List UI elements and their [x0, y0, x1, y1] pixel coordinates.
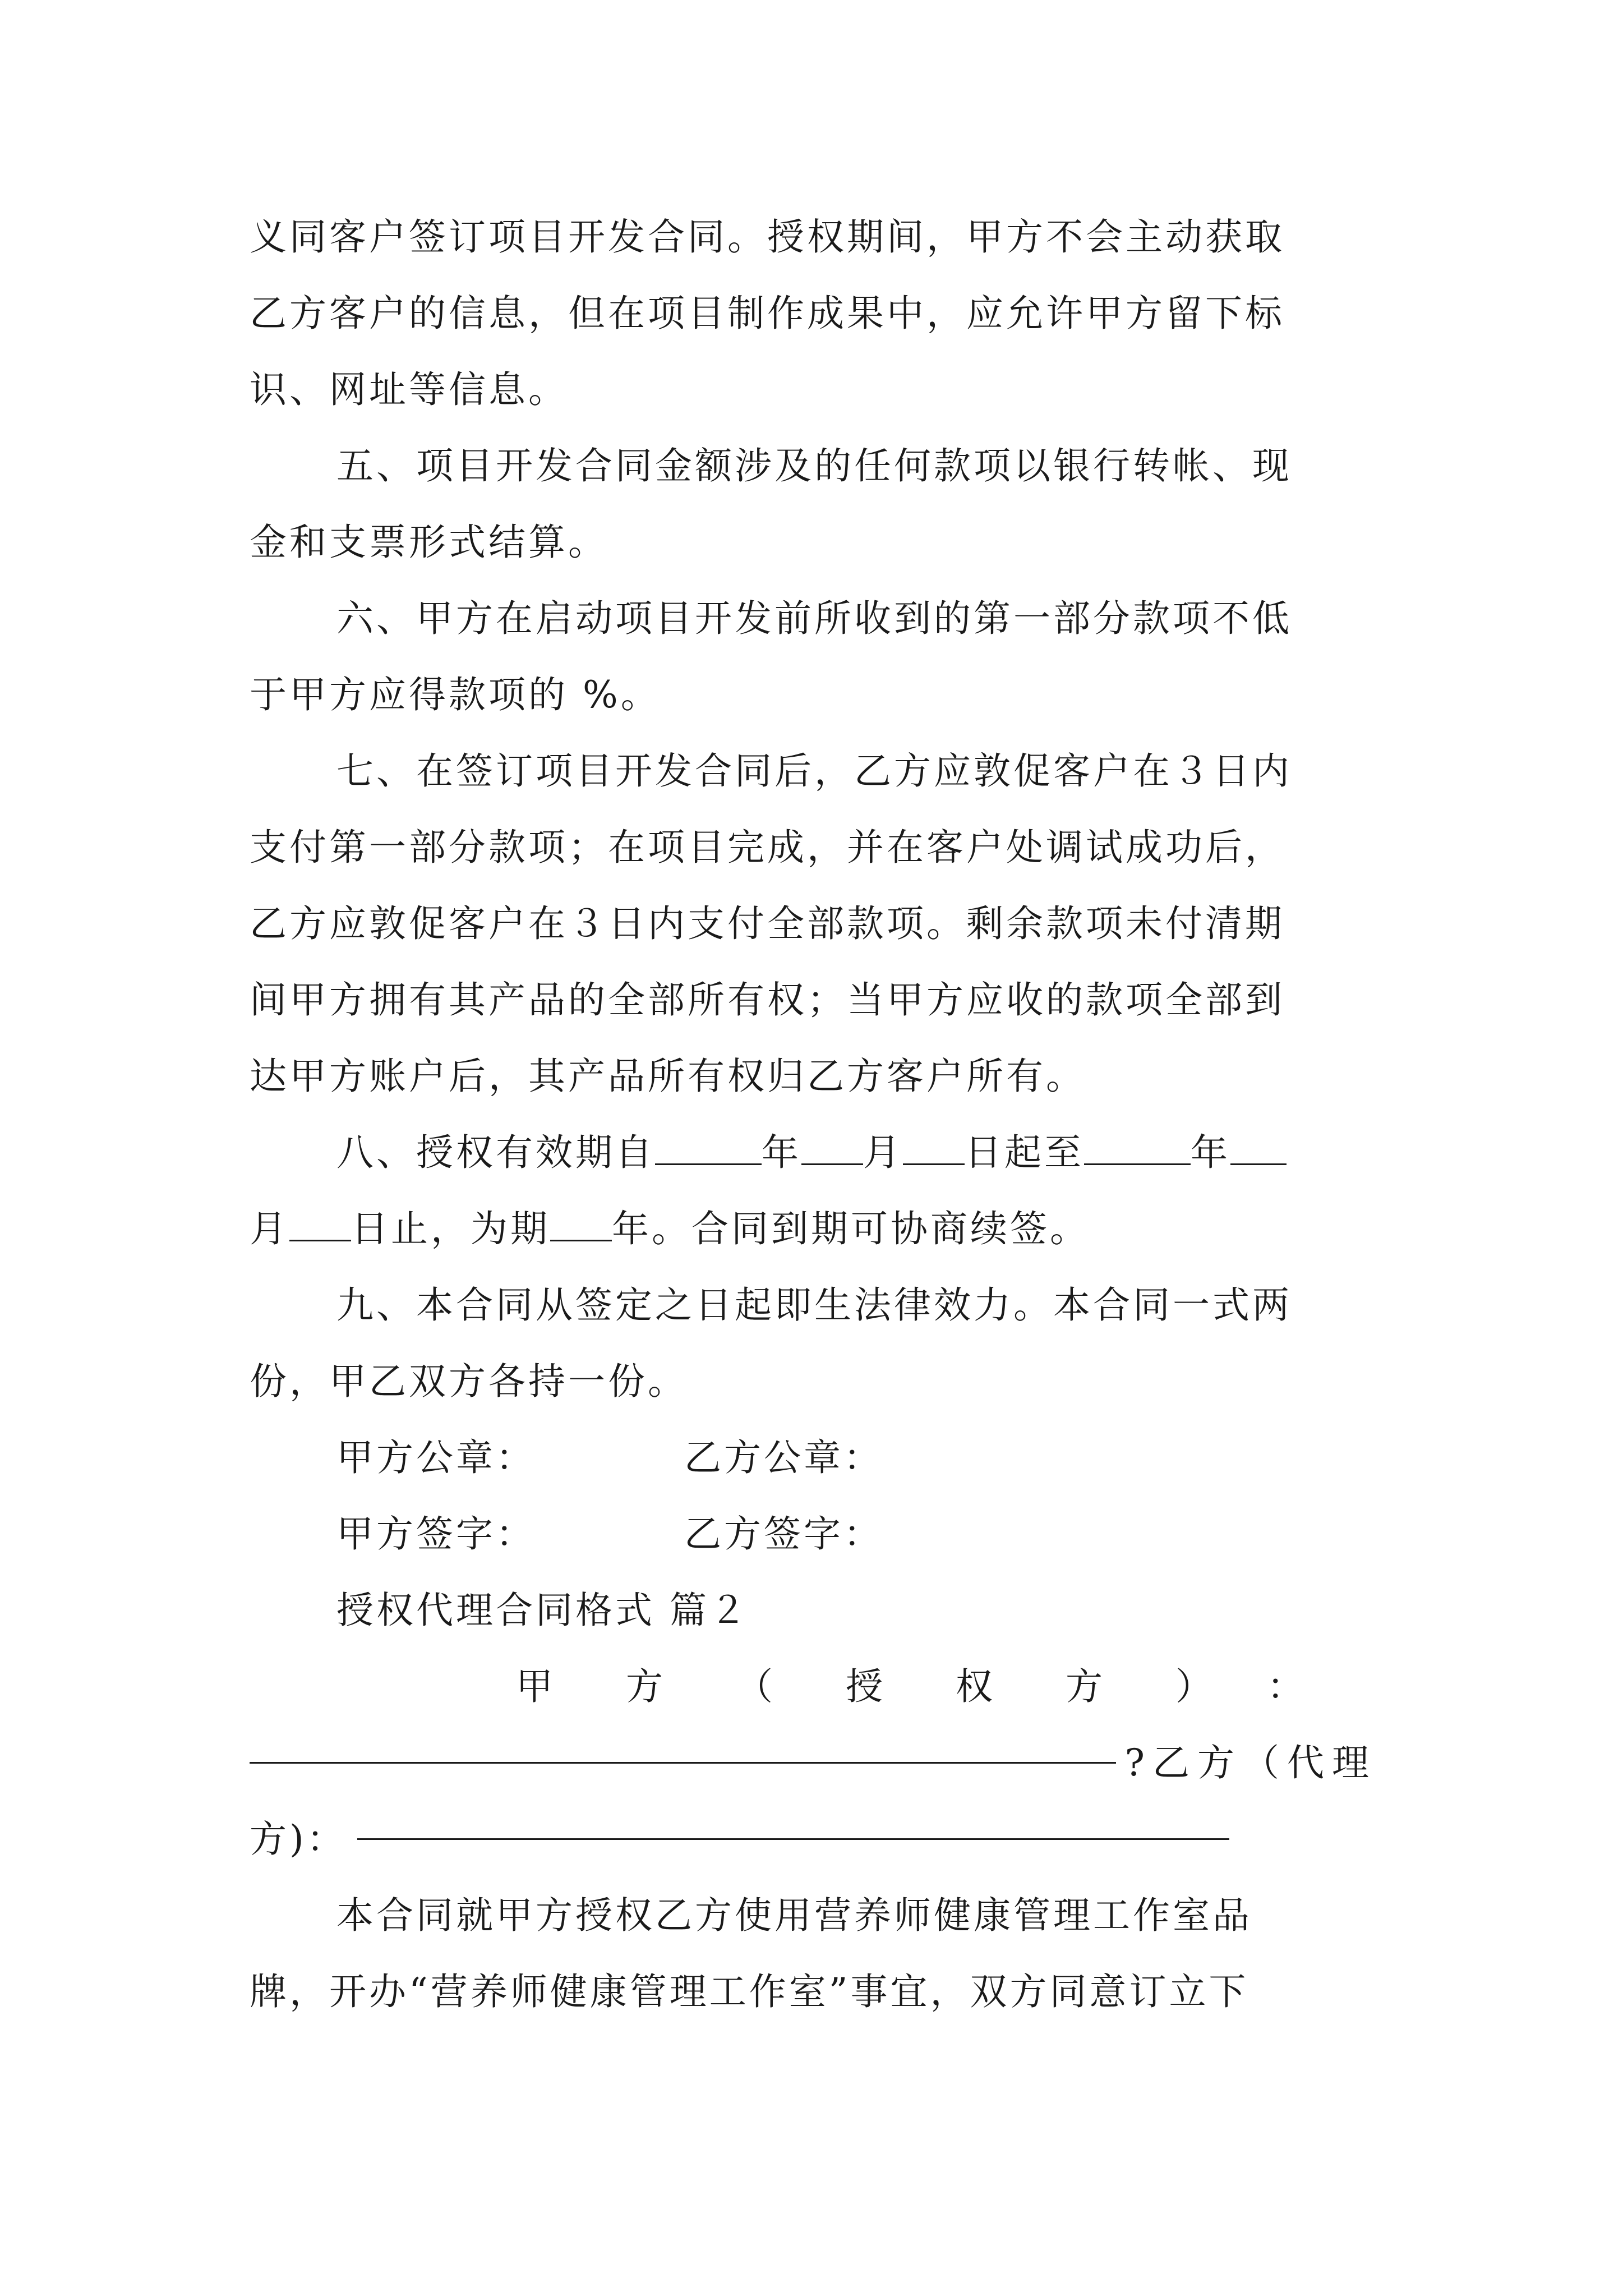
party-b-seal-label: 乙方公章： [684, 1436, 883, 1479]
party-a-label: 甲方（授权方）： [516, 1665, 1377, 1708]
party-b-name-line [357, 1838, 1229, 1840]
clause-7-line-2: 支付第一部分款项；在项目完成，并在客户处调试成功后， [250, 826, 1285, 869]
clause-8-text-a: 八、授权有效期自 [336, 1131, 655, 1174]
clause-6-line-1: 六、甲方在启动项目开发前所收到的第一部分款项不低 [336, 597, 1292, 640]
clause-8-line-1 [336, 1115, 1377, 1191]
clause-7-line-5: 达甲方账户后，其产品所有权归乙方客户所有。 [250, 1055, 1086, 1098]
clause-8-text-h: 年。合同到期可协商续签。 [612, 1207, 1090, 1250]
section-2-body-line-1: 本合同就甲方授权乙方使用营养师健康管理工作室品 [336, 1894, 1252, 1937]
clause-5-line-1: 五、项目开发合同金额涉及的任何款项以银行转帐、现 [336, 444, 1292, 487]
blank-term-years [550, 1211, 612, 1241]
clause-7-line-3: 乙方应敦促客户在３日内支付全部款项。剩余款项未付清期 [250, 902, 1285, 945]
clause-8-text-b: 年 [762, 1131, 801, 1174]
party-b-label-cont: 方)： [250, 1818, 347, 1861]
clause-4-line-1: 义同客户签订项目开发合同。授权期间，甲方不会主动获取 [250, 215, 1285, 259]
blank-start-month [801, 1134, 863, 1165]
blank-end-year [1084, 1134, 1191, 1165]
party-b-label: ?乙方（代理 [1124, 1741, 1377, 1784]
clause-8-text-c: 月 [863, 1131, 903, 1174]
clause-5-line-2: 金和支票形式结算。 [250, 521, 608, 564]
signature-row [336, 1496, 883, 1572]
blank-end-month-start [1230, 1134, 1287, 1165]
party-a-name-line [250, 1762, 1116, 1764]
blank-start-year [655, 1134, 762, 1165]
clause-8-text-g: 日止，为期 [351, 1207, 550, 1250]
blank-start-day [903, 1134, 965, 1165]
section-2-heading: 授权代理合同格式 篇２ [336, 1589, 749, 1632]
section-2-body-line-2: 牌，开办“营养师健康管理工作室”事宜，双方同意订立下 [250, 1970, 1249, 2013]
clause-8-line-2 [250, 1191, 1377, 1267]
clause-7-line-1: 七、在签订项目开发合同后，乙方应敦促客户在３日内 [336, 749, 1292, 793]
party-a-seal-label: 甲方公章： [336, 1436, 536, 1479]
clause-6-line-2: 于甲方应得款项的 %。 [250, 673, 661, 716]
clause-8-text-e: 年 [1191, 1131, 1230, 1174]
clause-4-line-3: 识、网址等信息。 [250, 368, 568, 411]
seal-row [336, 1420, 883, 1496]
clause-7-line-4: 间甲方拥有其产品的全部所有权；当甲方应收的款项全部到 [250, 978, 1285, 1022]
clause-8-text-d: 日起至 [965, 1131, 1084, 1174]
clause-9-line-1: 九、本合同从签定之日起即生法律效力。本合同一式两 [336, 1283, 1292, 1327]
party-b-sign-label: 乙方签字： [684, 1512, 883, 1556]
blank-end-day [289, 1211, 351, 1241]
clause-9-line-2: 份，甲乙双方各持一份。 [250, 1360, 688, 1403]
clause-4-line-2: 乙方客户的信息，但在项目制作成果中，应允许甲方留下标 [250, 292, 1285, 335]
party-a-sign-label: 甲方签字： [336, 1512, 536, 1556]
clause-8-text-f: 月 [250, 1207, 289, 1250]
